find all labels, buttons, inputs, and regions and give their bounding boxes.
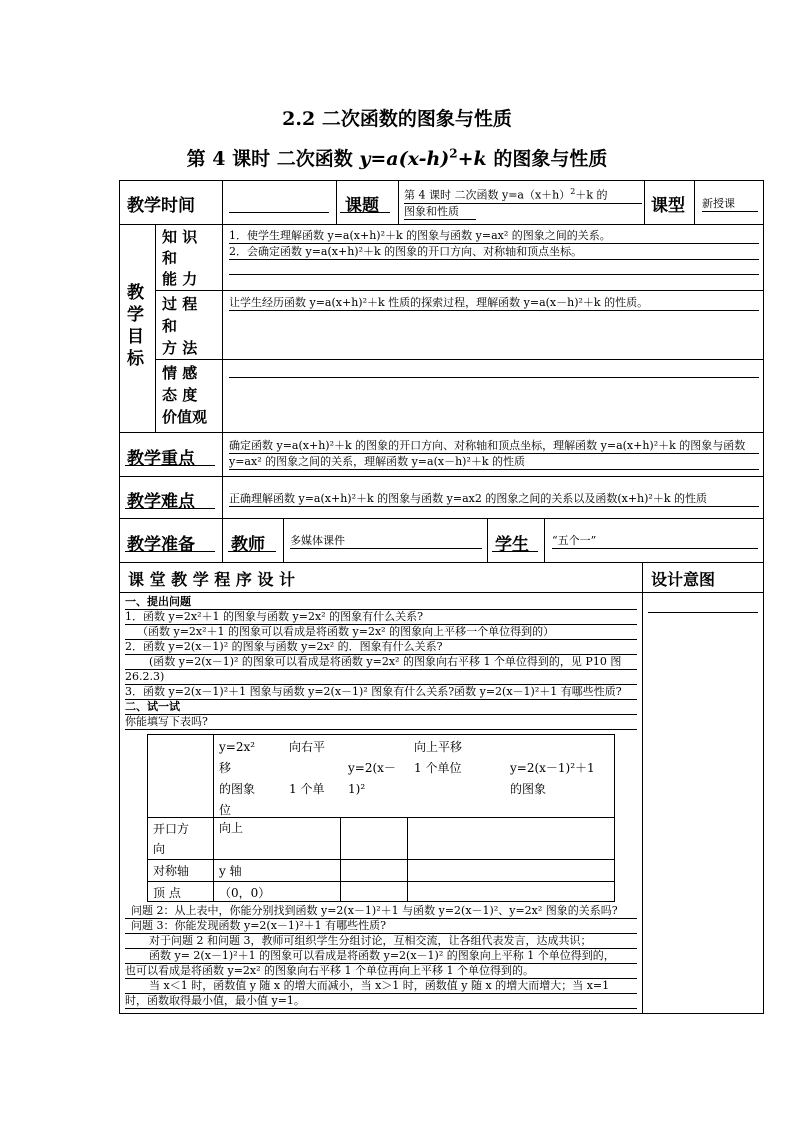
lesson-discussion: 问题 2：从上表中，你能分别找到函数 y=2(x－1)²＋1 与函数 y=2(x－1)²、y=2x² 图象的关系吗? 问题 3：你能发现函数 y=2(x－1)²＋1 有哪些性质? 对于问题 2 和问题 3，教师可组织学生分组讨论，互相交流，让各组代表发言，达成共识； 函数 y= 2(x－1)²＋1 的图象可以看成是将函数 y=2(x－1)² 的图象向上平称 1 个单位得到的， 也可以看成是将函数 y=2x² 的图象向右平移 1 个单位再向上平移 1 个单位得到的。 当 x＜1 时，函数值 y 随 x 的增大而减小，当 x＞1 时，函数值 y 随 x 的增大而增大；当 x=1 时，函数取得最小值，最小值 y=1。 — [125, 904, 637, 1009]
subtitle-exp: 2 — [449, 146, 458, 161]
topic-value: 第 4 课时 二次函数 $y=a(x+h)^2+k$ 的 图象和性质 — [404, 184, 642, 220]
prep-label: 教学准备 — [127, 535, 195, 555]
knowledge-label: 知 识 和 能 力 — [162, 228, 198, 288]
emotion-label: 情 感 态 度 价值观 — [162, 364, 208, 426]
cell-vertex-value: （0，0） — [219, 886, 271, 900]
emotion-field[interactable] — [229, 377, 759, 378]
subtitle-formula: y=a(x-h) — [359, 148, 450, 170]
type-label: 课型 — [651, 196, 685, 216]
type-value: 新授课 — [702, 196, 758, 212]
lesson-body: 一、提出问题 1．函数 y=2x²＋1 的图象与函数 y=2x² 的图象有什么关系? （函数 y=2x²＋1 的图象可以看成是将函数 y=2x² 的图象向上平移一个单位得到的） 2．函数 y=2(x－1)² 的图象与函数 y=2x² 的．图象有什么关系? (函数 y=2(x－1)² 的图象可以看成是将函数 y=2x² 的图象向右平移 1 个单位得到的，见 P10 图 26.2.3) 3．函数 y=2(x－1)²＋1 图象与函数 y=2(x－1)² 图象有什么关系?函数 y=2(x－1)²＋1 有哪些性质? 二、试一试 你能填写下表吗? — [125, 595, 637, 730]
topic-label: 课题 — [345, 196, 379, 216]
time-field[interactable] — [229, 212, 329, 213]
col-head-2: 向右平 1 个单 — [289, 740, 326, 796]
process-label: 过 程 和 方 法 — [162, 295, 198, 357]
col-head-1: y=2x² 移 的图象 位 — [219, 740, 256, 817]
row-label-vertex: 顶 点 — [153, 886, 181, 900]
subtitle-pre: 第 4 课时 二次函数 — [186, 148, 360, 170]
process-text: 让学生经历函数 y=a(x+h)²＋k 性质的探索过程，理解函数 y=a(x－h)²＋k 的性质。 — [229, 295, 759, 311]
cell-axis-value: y 轴 — [219, 864, 242, 878]
student-label: 学生 — [495, 535, 529, 555]
subtitle-post: +k — [457, 148, 487, 170]
col-head-3: y=2(x－ 1)² — [348, 761, 396, 796]
row-label-opening: 开口方 向 — [153, 822, 190, 856]
teacher-value: 多媒体课件 — [290, 533, 482, 549]
subtitle-end: 的图象与性质 — [486, 148, 608, 170]
key-points-label: 教学重点 — [127, 449, 195, 469]
lesson-subtitle — [0, 144, 794, 171]
student-value: “五个一” — [552, 533, 758, 549]
intent-label: 设计意图 — [651, 570, 716, 589]
page-title: 2.2 二次函数的图象与性质 — [282, 108, 512, 130]
goals-label: 教 学 目 标 — [127, 283, 144, 369]
row-label-axis: 对称轴 — [153, 864, 190, 878]
time-label: 教学时间 — [127, 196, 195, 216]
cell-opening-value: 向上 — [219, 821, 244, 835]
teacher-label: 教师 — [231, 535, 265, 555]
col-head-4: 向上平移 1 个单位 — [414, 740, 463, 775]
design-label: 课 堂 教 学 程 序 设 计 — [128, 570, 295, 589]
difficulty-label: 教学难点 — [127, 492, 195, 512]
knowledge-text: 1．使学生理解函数 y=a(x+h)²＋k 的图象与函数 y=ax² 的图象之间的关系。 2．会确定函数 y=a(x+h)²＋k 的图象的开口方向、对称轴和顶点坐标。 — [229, 228, 759, 275]
col-head-5: y=2(x－1)²＋1 的图象 — [510, 761, 595, 796]
key-points-text: 确定函数 y=a(x+h)²＋k 的图象的开口方向、对称轴和顶点坐标，理解函数 y=a(x+h)²＋k 的图象与函数 y=ax² 的图象之间的关系，理解函数 y=a(x－h)²＋k 的性质 — [229, 438, 759, 470]
difficulty-text: 正确理解函数 y=a(x+h)²＋k 的图象与函数 y=ax2 的图象之间的关系以及函数(x+h)²＋k 的性质 — [229, 491, 759, 507]
